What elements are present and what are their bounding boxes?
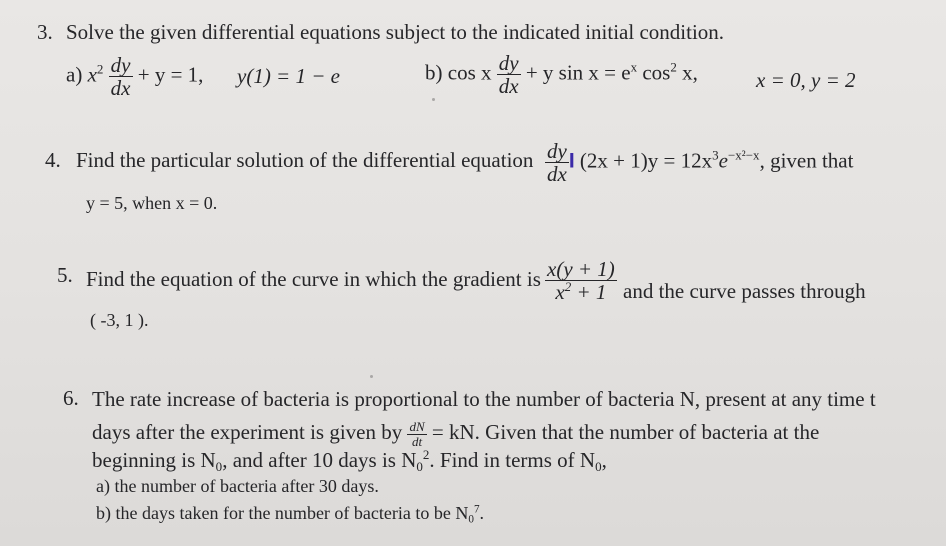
q6-item-b-text: b) the days taken for the number of bacteria to be N	[96, 503, 469, 523]
q6-line3-sub2: 0	[416, 458, 423, 474]
q5-den-x: x	[555, 280, 565, 305]
q3a-derivative	[109, 54, 133, 99]
question-3b	[425, 52, 698, 97]
q5-den-exp: 2	[564, 279, 572, 295]
paper-speck	[370, 375, 373, 378]
q4-num: dy	[547, 139, 567, 163]
q5-den-rest: + 1	[571, 280, 607, 305]
q5-line2: ( -3, 1 ).	[90, 310, 149, 330]
text-cursor-icon: I	[568, 149, 575, 173]
q6-line3-c: . Find in terms of N	[429, 448, 596, 472]
q5-den	[545, 281, 617, 303]
q6-item-b-sub: 0	[468, 513, 474, 526]
q3b-exp-x: x	[630, 59, 638, 75]
q3a-rest: + y = 1,	[137, 62, 204, 87]
q6-item-b	[96, 503, 484, 524]
q6-line3-sub: 0	[215, 458, 223, 474]
q4-den: dx	[547, 162, 567, 187]
q5-fraction	[545, 258, 617, 303]
q3a-den: dx	[110, 76, 131, 101]
q4-line2: y = 5, when x = 0.	[86, 193, 218, 213]
q3a-num: dy	[110, 53, 131, 77]
q3a-x: x	[87, 62, 97, 87]
q4-derivative	[545, 140, 569, 185]
q3a-exp: 2	[96, 61, 104, 77]
q5-num: x(y + 1)	[547, 257, 615, 281]
q6-line2-a: days after the experiment is given by	[92, 420, 403, 444]
question-3-text: Solve the given differential equations subject to the indicated initial condition.	[66, 20, 725, 44]
q4-rhs-1: (2x + 1)y = 12x	[579, 148, 713, 173]
q3b-rest-3: x,	[676, 60, 698, 85]
question-4-number: 4.	[45, 148, 61, 172]
question-4-equation	[545, 140, 853, 185]
q6-item-b-end: .	[479, 503, 485, 523]
q4-rhs-exp2: −x²−x	[727, 147, 760, 163]
q3b-label: b) cos x	[425, 60, 492, 85]
q3b-cos-exp: 2	[670, 59, 677, 75]
q6-num: dN	[409, 419, 425, 435]
q6-line3-sub3: 0	[595, 458, 602, 474]
q6-den: dt	[412, 433, 423, 449]
question-4-text: Find the particular solution of the differential equation	[76, 148, 534, 172]
q5-gradient	[545, 258, 617, 303]
q3b-derivative	[497, 52, 521, 97]
question-3-number: 3.	[37, 20, 53, 44]
q4-rhs-exp1: 3	[712, 147, 719, 163]
question-6-number: 6.	[63, 386, 79, 410]
q6-line3-d: ,	[601, 448, 607, 472]
q6-line2	[92, 420, 819, 448]
q6-line3-exp: 2	[422, 447, 430, 463]
q6-derivative	[407, 420, 426, 448]
paper-speck	[432, 98, 435, 101]
q4-tail: , given that	[759, 148, 854, 173]
q3b-num: dy	[498, 51, 519, 75]
q4-rhs-2: e	[718, 148, 728, 173]
q6-line3-b: , and after 10 days is N	[222, 448, 417, 472]
question-3a	[66, 54, 203, 99]
q6-line3	[92, 448, 607, 473]
question-5-number: 5.	[57, 263, 73, 287]
q3a-label: a)	[66, 62, 83, 87]
q6-line1: The rate increase of bacteria is proportional to the number of bacteria N, present at any time t	[92, 387, 876, 411]
q3b-den: dx	[498, 74, 519, 99]
q6-line3-a: beginning is N	[92, 448, 216, 472]
question-5-text: Find the equation of the curve in which the gradient is	[86, 267, 541, 291]
q3a-condition: y(1) = 1 − e	[237, 64, 340, 88]
q6-item-b-exp: 7	[473, 503, 480, 516]
q3b-rest-2: cos	[637, 60, 671, 85]
q6-item-a: a) the number of bacteria after 30 days.	[96, 476, 379, 496]
q3b-rest-1: + y sin x = e	[525, 60, 631, 85]
q6-line2-b: = kN. Given that the number of bacteria at the	[431, 420, 820, 444]
q5-tail: and the curve passes through	[623, 279, 866, 303]
q3b-condition: x = 0, y = 2	[756, 68, 856, 92]
